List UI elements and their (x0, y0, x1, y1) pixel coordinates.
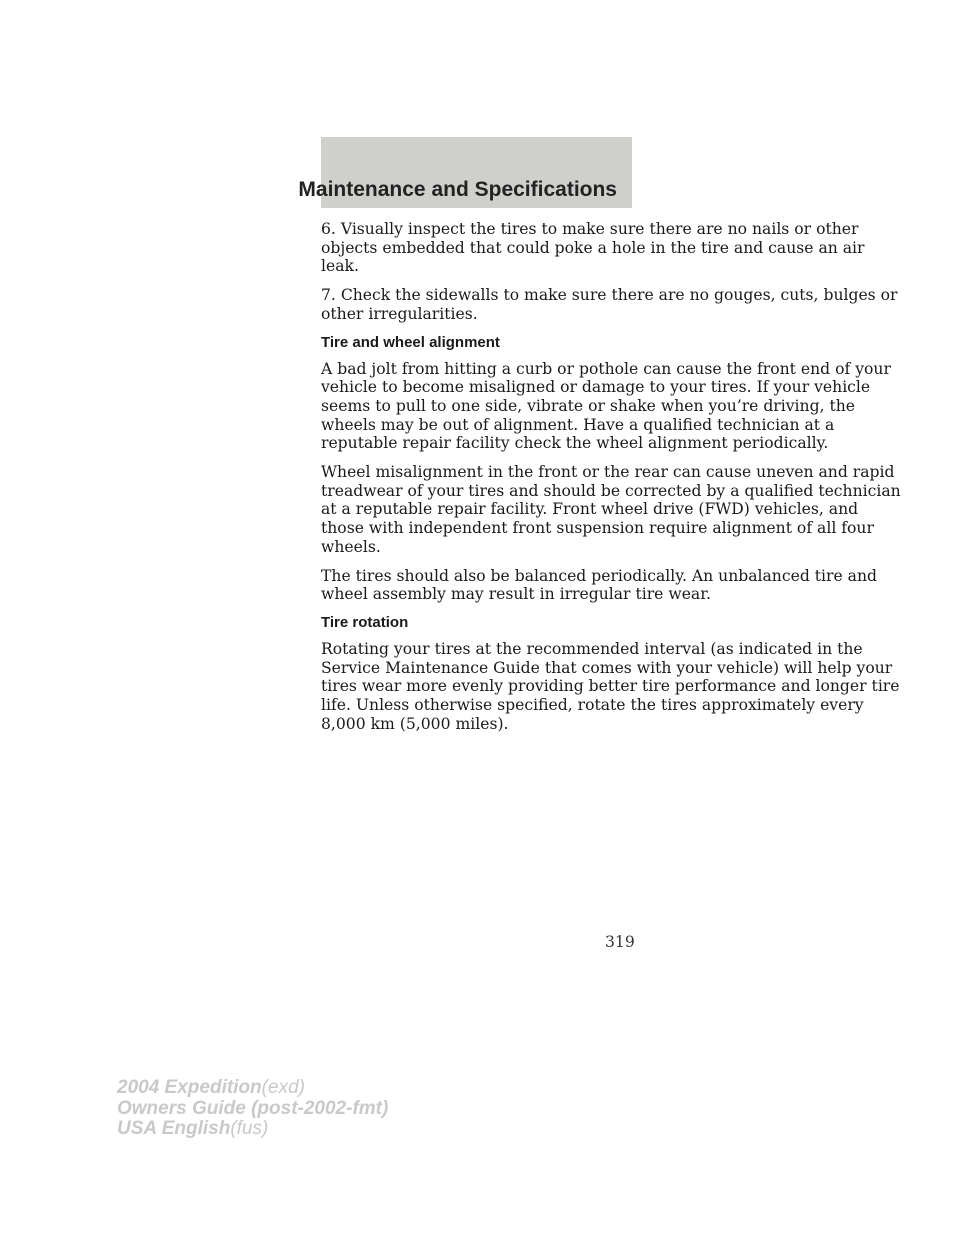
footer-language-code: (fus) (230, 1118, 269, 1139)
paragraph-inspect-tires (321, 220, 865, 276)
text-line: wheels may be out of alignment. Have a qualified technician at a (321, 415, 835, 434)
footer-guide: Owners Guide (post-2002-fmt) (117, 1097, 389, 1119)
footer-model-code: (exd) (261, 1077, 305, 1098)
heading-tire-wheel-alignment: Tire and wheel alignment (321, 333, 500, 351)
text-line: leak. (321, 257, 359, 276)
footer-model: 2004 Expedition (117, 1077, 262, 1098)
footer-line-model (117, 1078, 388, 1099)
document-footer (117, 1078, 388, 1140)
text-line: 7. Check the sidewalls to make sure there are no gouges, cuts, bulges or (321, 286, 898, 305)
text-line: Service Maintenance Guide that comes with your vehicle) will help your (321, 658, 893, 677)
text-line: seems to pull to one side, vibrate or shake when you’re driving, the (321, 396, 856, 415)
section-header-band (298, 137, 632, 208)
text-line: 6. Visually inspect the tires to make sure there are no nails or other (321, 220, 859, 238)
text-line: at a reputable repair facility. Front wheel drive (FWD) vehicles, and (321, 500, 859, 519)
text-line: reputable repair facility check the wheel alignment periodically. (321, 434, 829, 453)
footer-language: USA English (117, 1118, 231, 1139)
text-line: Wheel misalignment in the front or the rear can cause uneven and rapid (321, 463, 895, 482)
text-line: The tires should also be balanced periodically. An unbalanced tire and (321, 566, 877, 585)
page-number: 319 (605, 933, 635, 951)
text-line: Rotating your tires at the recommended interval (as indicated in the (321, 639, 863, 658)
text-line: A bad jolt from hitting a curb or pothole can cause the front end of your (321, 359, 891, 378)
text-line: objects embedded that could poke a hole in the tire and cause an air (321, 238, 865, 257)
paragraph-rotation (321, 639, 900, 734)
text-line: life. Unless otherwise specified, rotate the tires approximately every (321, 696, 864, 715)
text-line: tires wear more evenly providing better tire performance and longer tire (321, 677, 900, 696)
heading-tire-rotation: Tire rotation (321, 613, 409, 631)
text-line: 8,000 km (5,000 miles). (321, 714, 509, 733)
footer-line-language (117, 1119, 388, 1140)
page-content (321, 220, 901, 743)
text-line: other irregularities. (321, 304, 478, 323)
paragraph-bad-jolt (321, 359, 891, 454)
section-title: Maintenance and Specifications (298, 178, 617, 201)
text-line: those with independent front suspension require alignment of all four (321, 519, 874, 538)
text-line: wheels. (321, 537, 381, 556)
paragraph-wheel-misalignment (321, 463, 901, 557)
paragraph-balancing (321, 566, 877, 604)
paragraph-check-sidewalls (321, 286, 898, 323)
text-line: vehicle to become misaligned or damage to your tires. If your vehicle (321, 378, 871, 397)
text-line: treadwear of your tires and should be corrected by a qualified technician (321, 481, 901, 500)
text-line: wheel assembly may result in irregular tire wear. (321, 585, 711, 604)
